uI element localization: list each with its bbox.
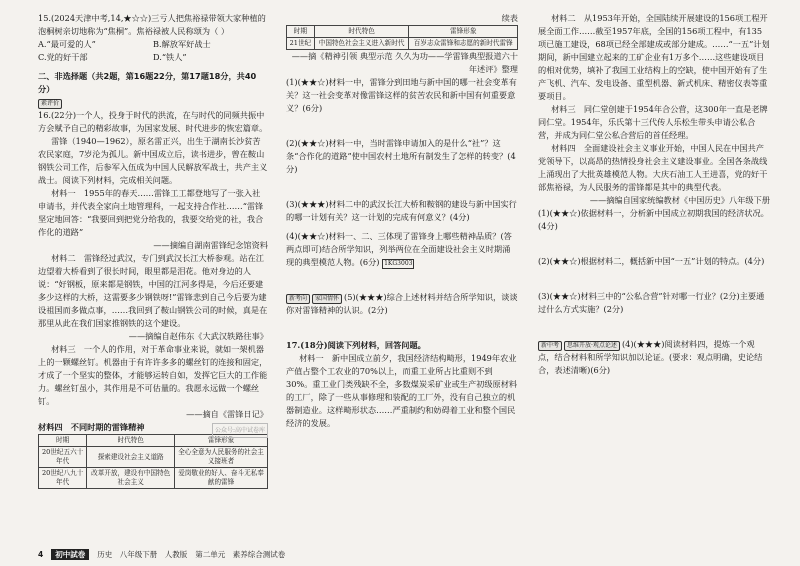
table-header-cell: 雷锋形象 bbox=[175, 435, 268, 447]
material-1-source: ——摘编自湖南雷锋纪念馆资料 bbox=[153, 240, 268, 250]
table-header-cell: 时代特色 bbox=[314, 26, 409, 38]
page-number: 4 bbox=[38, 550, 44, 559]
q17-part-4-text: (4)(★★★)阅读材料四，提炼一个观点，结合材料和所学知识加以论证。(要求：观点明确，史论结合，表述清晰)(6分) bbox=[538, 339, 763, 375]
q17-heading: 17.(18分)阅读下列材料，回答问题。 bbox=[286, 340, 426, 350]
q17-part-2: (2)(★★☆)根据材料二，概括新中国“一五”计划的特点。(4分) bbox=[538, 256, 765, 266]
column-left bbox=[38, 12, 268, 489]
q17-material-1: 材料一 新中国成立前夕，我国经济结构畸形，1949年农业产值占整个工农业的70%以上，而重工业所占比重则不到30%。重工业门类残缺不全，多数煤炭采矿业或生产初级原材料的工厂，除了一些从事修理和装配的工厂外，没有自己独立的机器制造业。这样畸形状态……严重制约和妨碍着工业和整个国民经济的发展。 bbox=[286, 353, 518, 428]
table-row bbox=[39, 447, 268, 468]
subject-info: 历史 八年级下册 人教版 bbox=[97, 550, 188, 559]
q15-option-b[interactable]: B.解放军好战士 bbox=[153, 39, 211, 49]
new-direction-tag: 新考向 bbox=[286, 294, 310, 304]
question-code: 1KG3003 bbox=[384, 260, 413, 267]
q17-material-2: 材料二 从1953年开始，全国陆续开展建设的156项工程开展全面工作……截至1957年底，全国的156项工程中，有135项已施工建设，68项已经全部建成或部分建成。……“一五”计划期间，新中国建立起来的工矿企业有1万多个……这些建设项目的相对优势，填补了我国工业结构上的空缺，使中国开始有了生产飞机、汽车、发电设备、重型机器、新式机床、精密仪表等重要项目。 bbox=[538, 13, 770, 101]
material-1: 材料一 1955年的春天……雷锋工工都登地写了一张入社申请书，并代表全家向土地管理科，一起支持合作社……“雷锋坚定地回答：“我要回到把党分给我的，我要交给党的社，我合作化的道路” bbox=[38, 188, 264, 237]
table-row bbox=[39, 468, 268, 489]
material-3: 材料三 一个人的作用，对于革命事业来说，就如一架机器上的一颗螺丝钉。机器由于有许许多多的螺丝钉的连接和固定，才成了一个坚实的整体，才能够运转自如，发挥它巨大的工作能力。螺丝钉虽小，其作用是不可估量的。我愿永远做一个螺丝钉。 bbox=[38, 344, 268, 406]
table-cell: 中国特色社会主义进入新时代 bbox=[314, 38, 409, 50]
material-3-source: ——摘自《雷锋日记》 bbox=[186, 409, 268, 419]
table-cell: 20世纪八九十年代 bbox=[39, 468, 87, 489]
q15-options bbox=[38, 38, 268, 64]
open-thinking-tag: 思维开放·观点论述 bbox=[564, 341, 620, 351]
page-footer bbox=[38, 549, 285, 560]
continued-label: 续表 bbox=[501, 13, 518, 23]
table-cell: 全心全意为人民服务的社会主义接班者 bbox=[175, 447, 268, 468]
spirit-table-continued bbox=[286, 25, 518, 50]
table-cell: 探索建设社会主义道路 bbox=[87, 447, 175, 468]
q17-part-1: (1)(★★☆)依据材料一，分析新中国成立初期我国的经济状况。(4分) bbox=[538, 208, 769, 231]
watermark: 公众号:高中试卷库 bbox=[212, 423, 268, 438]
table-cell: 爱岗敬业的好人、奋斗无私奉献的雷锋 bbox=[175, 468, 268, 489]
q15-option-a[interactable]: A.“最可爱的人” bbox=[38, 39, 96, 49]
table-header-cell: 雷锋形象 bbox=[409, 26, 518, 38]
q16-part-1: (1)(★★☆)材料一中，雷锋分到田地与新中国的哪一社会变革有关？这一社会变革对像雷锋这样的贫苦农民和新中国有何重要意义？(6分) bbox=[286, 77, 517, 113]
table-header-cell: 时期 bbox=[39, 435, 87, 447]
q16-part-4-text: (4)(★★☆)材料一、二、三体现了雷锋身上哪些精神品质？(答两点即可)结合所学知识，列举两位在全面建设社会主义时期涌现的典型模范人物。(6分) bbox=[286, 231, 512, 267]
table-cell: 21世纪 bbox=[287, 38, 315, 50]
q15-stem: 15.(2024天津中考,14,★☆☆)三亏人把焦裕禄带领大家种植的泡桐树亲切地称为“焦桐”。焦裕禄被人民称颂为（ ） bbox=[38, 13, 266, 36]
table-cell: 20世纪五六十年代 bbox=[39, 447, 87, 468]
q17-part-4 bbox=[538, 338, 770, 377]
q17-material-4: 材料四 全面建设社会主义事业开始，中国人民在中国共产党领导下，以高昂的热情投身社会主义建设事业。全国各条战线上涌现出了大批英雄模范人物。大庆石油工人王进喜，党的好干部焦裕禄，为人民服务的雷锋都是其中的典型代表。 bbox=[538, 143, 768, 192]
q16-part-5-text: (5)(★★★)综合上述材料并结合所学知识，谈谈你对雷锋精神的认识。(2分) bbox=[286, 292, 518, 315]
q16-part-2: (2)(★★☆)材料一中，当时雷锋申请加入的是什么“社”？这条“合作化的道路”使中国农村土地所有制发生了怎样的转变？(4分) bbox=[286, 138, 516, 174]
unit-info: 第二单元 素养综合测试卷 bbox=[195, 550, 286, 559]
column-right bbox=[538, 12, 770, 377]
table-row bbox=[287, 38, 518, 50]
material-2: 材料二 雷锋经过武汉，专门到武汉长江大桥参观。站在江边望着大桥看到了很长时间，眼里都是泪花。他对身边的人说：“好钢板，原来都是钢铁，中国的江河多得是，今后还要建多少这样的大桥，这需要多少钢铁呀!”雷锋悲到自己今后要为建设祖国而多做点事，……我回到了鞍山钢铁公司的时候，真是在那里从此在我们国家推钢铁的这个建设。 bbox=[38, 253, 268, 328]
q16-bio: 雷锋（1940—1962），原名雷正兴，出生于湖南长沙贫苦农民家庭，7岁沦为孤儿。新中国成立后，读书进步，曾在鞍山钢铁公司工作，后参军入伍成为中国人民解放军战士，共产主义战士。阅读下列材料，完成相关问题。 bbox=[38, 136, 268, 185]
q15-option-d[interactable]: D.“铁人” bbox=[153, 52, 187, 62]
spirit-table bbox=[38, 434, 268, 489]
table-cell: 改革开放，建设有中国特色社会主义 bbox=[87, 468, 175, 489]
brand-logo: 初中試卷 bbox=[51, 549, 89, 560]
section-two-heading: 二、非选择题（共2题，第16题22分，第17题18分，共40分） bbox=[38, 71, 257, 94]
q17-source: ——摘编自国家统编教材《中国历史》八年级下册 bbox=[589, 195, 770, 205]
table-header-cell: 时代特色 bbox=[87, 435, 175, 447]
q16-part-3: (3)(★★★)材料二中的武汉长江大桥和鞍钢的建设与新中国实行的哪一计划有关？这一计划的完成有何意义？(4分) bbox=[286, 199, 517, 222]
table-header-row bbox=[287, 26, 518, 38]
new-exam-tag: 新中考 bbox=[538, 341, 562, 351]
table-source: ——摘《精神引领 典型示范 久久为功——学雷锋典型报道六十年述评》整理 bbox=[291, 51, 518, 74]
q17-part-3: (3)(★★☆)材料三中的“公私合营”针对哪一行业？(2分)主要通过什么方式实施？(2分) bbox=[538, 291, 765, 314]
q17-material-3: 材料三 同仁堂创建于1954年合公营，这300年一直是老牌同仁堂。1954年，乐氏第十三代传人乐松生带头申请公私合营，并成为同仁堂公私合营后的首任经理。 bbox=[538, 104, 768, 140]
q16-lead: 16.(22分)一个人，投身于时代的洪流，在与时代的同频共振中方会赋予自己的精彩故事，为国家发展、时代进步的恢宏篇章。 bbox=[38, 110, 268, 133]
column-middle bbox=[286, 12, 518, 430]
material-2-source: ——摘编自赵伟东《大武汉轶路往事》 bbox=[128, 331, 268, 341]
material-4-title: 材料四 不同时期的雷锋精神 bbox=[38, 422, 145, 432]
q16-part-4 bbox=[286, 230, 518, 269]
table-header-cell: 时期 bbox=[287, 26, 315, 38]
q16-part-5 bbox=[286, 291, 518, 317]
patriotism-tag: 家国情怀 bbox=[312, 294, 342, 304]
q15-option-c[interactable]: C.党的好干部 bbox=[38, 52, 88, 62]
tag-label: 素评价 bbox=[38, 99, 62, 109]
table-cell: 百岁志众雷锋和志愿的新时代雷锋 bbox=[409, 38, 518, 50]
